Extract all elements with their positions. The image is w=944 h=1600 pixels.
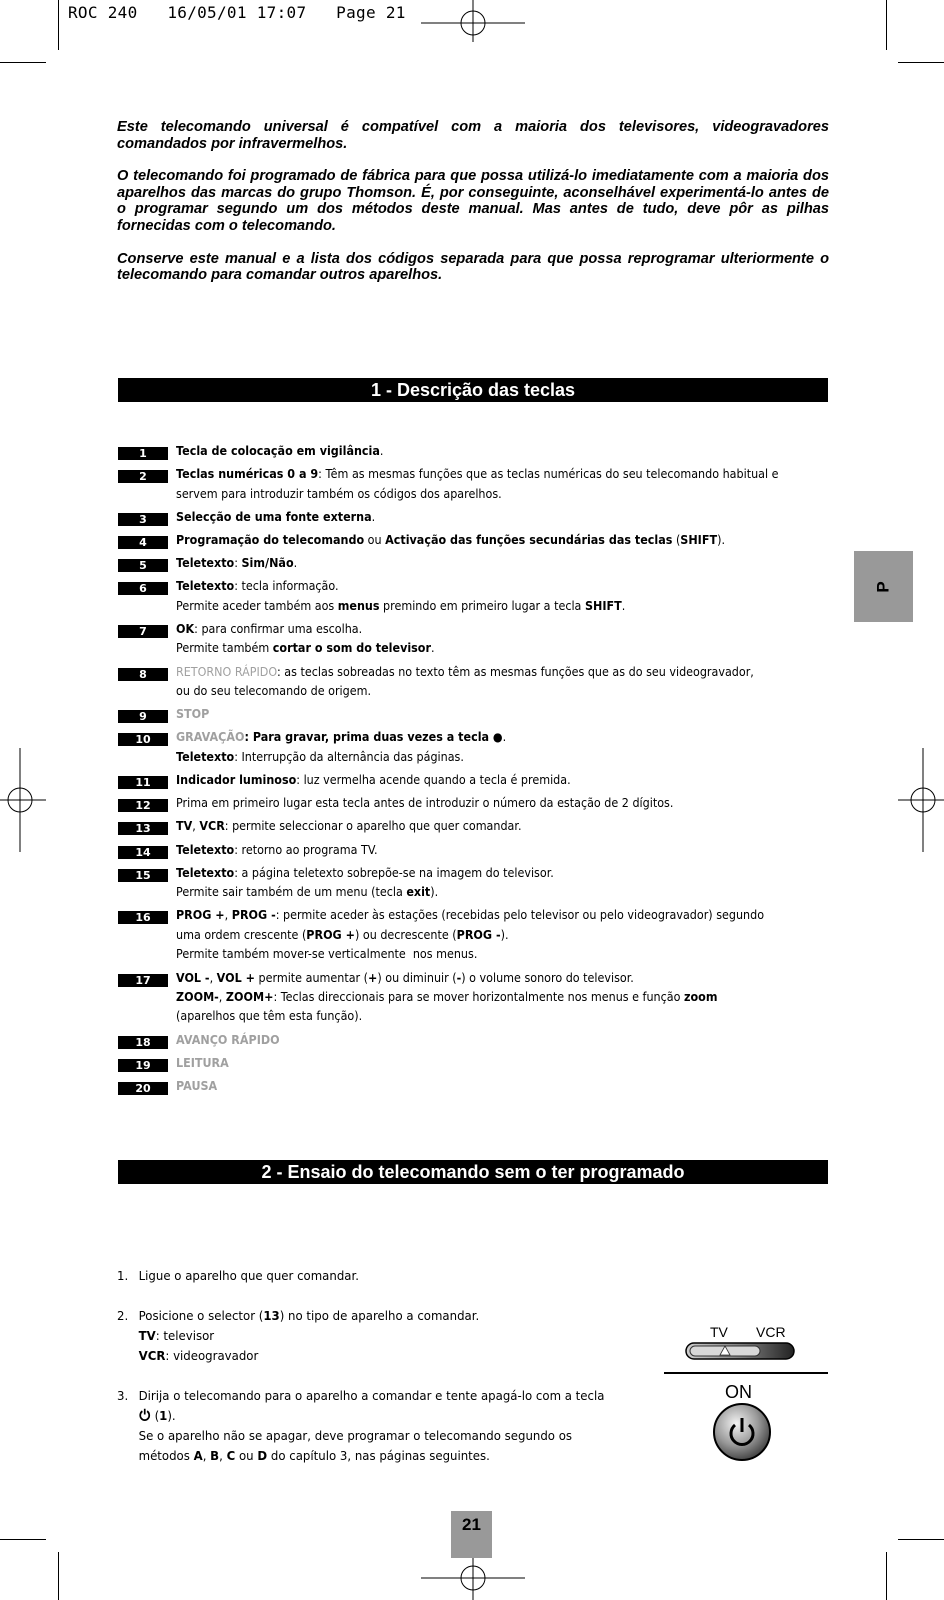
test-steps-list	[117, 1266, 657, 1486]
registration-mark-left	[0, 748, 46, 852]
key-number-badge: 10	[118, 733, 168, 746]
crop-mark	[0, 62, 46, 63]
intro-paragraph: Este telecomando universal é compatível com a maioria dos televisores, videogravadores comandados por infravermelhos.	[117, 119, 829, 152]
key-description: Programação do telecomando ou Activação das funções secundárias das teclas (SHIFT).	[176, 533, 725, 548]
list-item	[118, 794, 830, 813]
list-item	[118, 817, 830, 836]
key-description: PAUSA	[176, 1078, 218, 1093]
language-side-tab: P	[854, 551, 913, 622]
crop-mark	[0, 1539, 46, 1540]
crop-mark	[886, 0, 887, 50]
key-description: LEITURA	[176, 1055, 229, 1070]
list-item	[118, 728, 830, 767]
step-number: 2.	[117, 1308, 129, 1323]
page-number: 21	[451, 1511, 492, 1558]
list-item	[118, 554, 830, 573]
list-item	[118, 442, 830, 461]
registration-mark-top	[421, 0, 525, 42]
list-item	[118, 969, 830, 1027]
key-number-badge: 16	[118, 911, 168, 924]
key-number-badge: 1	[118, 447, 168, 460]
key-number-badge: 18	[118, 1036, 168, 1049]
crop-mark	[898, 62, 944, 63]
remote-illustration	[662, 1322, 830, 1462]
list-item	[118, 663, 830, 702]
key-number-badge: 4	[118, 536, 168, 549]
key-description: Teclas numéricas 0 a 9: Têm as mesmas funções que as teclas numéricas do seu telecomando habitual e servem para introduzir também os códigos dos aparelhos.	[176, 467, 779, 501]
key-number-badge: 8	[118, 668, 168, 681]
key-description-list	[118, 442, 830, 1100]
crop-mark	[886, 1552, 887, 1600]
key-number-badge: 13	[118, 822, 168, 835]
key-description: Teletexto: retorno ao programa TV.	[176, 842, 378, 857]
list-item	[118, 465, 830, 504]
step-number: 1.	[117, 1268, 129, 1283]
key-description: RETORNO RÁPIDO: as teclas sobreadas no texto têm as mesmas funções que as do seu videogravador, ou do seu telecomando de origem.	[176, 664, 754, 699]
intro-text	[117, 119, 829, 300]
list-item	[118, 1054, 830, 1073]
registration-mark-bottom	[421, 1558, 525, 1600]
list-item	[118, 771, 830, 790]
on-label: ON	[725, 1382, 752, 1402]
step-number: 3.	[117, 1388, 129, 1403]
intro-paragraph: Conserve este manual e a lista dos códigos separada para que possa reprogramar ulteriormente o telecomando para comandar outros aparelhos.	[117, 250, 829, 284]
key-description: STOP	[176, 707, 210, 722]
key-description: OK: para confirmar uma escolha. Permite também cortar o som do televisor.	[176, 622, 435, 656]
key-description: VOL -, VOL + permite aumentar (+) ou diminuir (-) o volume sonoro do televisor. ZOOM-, ZOOM+: Teclas direccionais para se mover horizontalmente nos menus e função zoom (aparelhos que têm esta função).	[176, 970, 718, 1024]
list-item	[118, 705, 830, 724]
step-text: Dirija o telecomando para o aparelho a comandar e tente apagá-lo com a tecla (1). Se o aparelho não se apagar, deve programar o telecomando segundo os métodos A, B, C ou D do capítulo 3, nas páginas seguintes.	[138, 1388, 605, 1463]
step-text: Posicione o selector (13) no tipo de aparelho a comandar. TV: televisor VCR: videogravador	[138, 1308, 480, 1363]
key-description: Indicador luminoso: luz vermelha acende quando a tecla é premida.	[176, 773, 571, 788]
list-item	[118, 620, 830, 659]
list-item	[118, 841, 830, 860]
list-item	[118, 864, 830, 903]
key-description: TV, VCR: permite seleccionar o aparelho que quer comandar.	[176, 819, 522, 834]
crop-mark	[58, 1552, 59, 1600]
intro-paragraph: O telecomando foi programado de fábrica para que possa utilizá-lo imediatamente com a maioria dos aparelhos das marcas do grupo Thomson. É, por conseguinte, aconselhável experimentá-lo antes de o programar segundo um dos métodos deste manual. Mas antes de tudo, deve pôr as pilhas fornecidas com o telecomando.	[117, 168, 829, 234]
key-number-badge: 6	[118, 582, 168, 595]
key-number-badge: 3	[118, 513, 168, 526]
key-number-badge: 14	[118, 846, 168, 859]
step-text: Ligue o aparelho que quer comandar.	[138, 1268, 359, 1283]
power-icon	[139, 1408, 151, 1421]
print-slug: ROC 240 16/05/01 17:07 Page 21	[68, 3, 406, 22]
key-number-badge: 19	[118, 1059, 168, 1072]
list-item	[118, 508, 830, 527]
key-number-badge: 15	[118, 869, 168, 882]
key-number-badge: 7	[118, 625, 168, 638]
section-1-heading: 1 - Descrição das teclas	[118, 378, 828, 402]
list-item	[118, 906, 830, 964]
list-item	[117, 1266, 625, 1286]
key-description: Prima em primeiro lugar esta tecla antes de introduzir o número da estação de 2 dígitos.	[176, 796, 674, 811]
key-description: Teletexto: tecla informação. Permite aceder também aos menus premindo em primeiro lugar a tecla SHIFT.	[176, 579, 626, 613]
registration-mark-right	[898, 748, 944, 852]
key-number-badge: 2	[118, 470, 168, 483]
key-description: PROG +, PROG -: permite aceder às estações (recebidas pelo televisor ou pelo videogravador) segundo uma ordem crescente (PROG +) ou decrescente (PROG -). Permite também mover-se verticalmente nos menus.	[176, 908, 765, 962]
key-description: Teletexto: a página teletexto sobrepõe-se na imagem do televisor. Permite sair também de um menu (tecla exit).	[176, 865, 554, 900]
list-item	[117, 1306, 625, 1366]
key-description: GRAVAÇÃO: Para gravar, prima duas vezes a tecla ●. Teletexto: Interrupção da alternância das páginas.	[176, 730, 507, 764]
key-number-badge: 20	[118, 1082, 168, 1095]
list-item	[117, 1386, 625, 1466]
tv-label: TV	[710, 1324, 728, 1340]
list-item	[118, 531, 830, 550]
key-number-badge: 12	[118, 799, 168, 812]
crop-mark	[58, 0, 59, 50]
crop-mark	[898, 1539, 944, 1540]
key-description: Teletexto: Sim/Não.	[176, 556, 298, 571]
vcr-label: VCR	[756, 1324, 786, 1340]
key-description: Selecção de uma fonte externa.	[176, 509, 376, 524]
key-number-badge: 9	[118, 710, 168, 723]
key-number-badge: 5	[118, 559, 168, 572]
key-description: AVANÇO RÁPIDO	[176, 1032, 280, 1047]
list-item	[118, 577, 830, 616]
list-item	[118, 1031, 830, 1050]
key-number-badge: 11	[118, 776, 168, 789]
section-2-heading: 2 - Ensaio do telecomando sem o ter programado	[118, 1160, 828, 1184]
key-number-badge: 17	[118, 974, 168, 987]
list-item	[118, 1077, 830, 1096]
key-description: Tecla de colocação em vigilância.	[176, 444, 384, 458]
